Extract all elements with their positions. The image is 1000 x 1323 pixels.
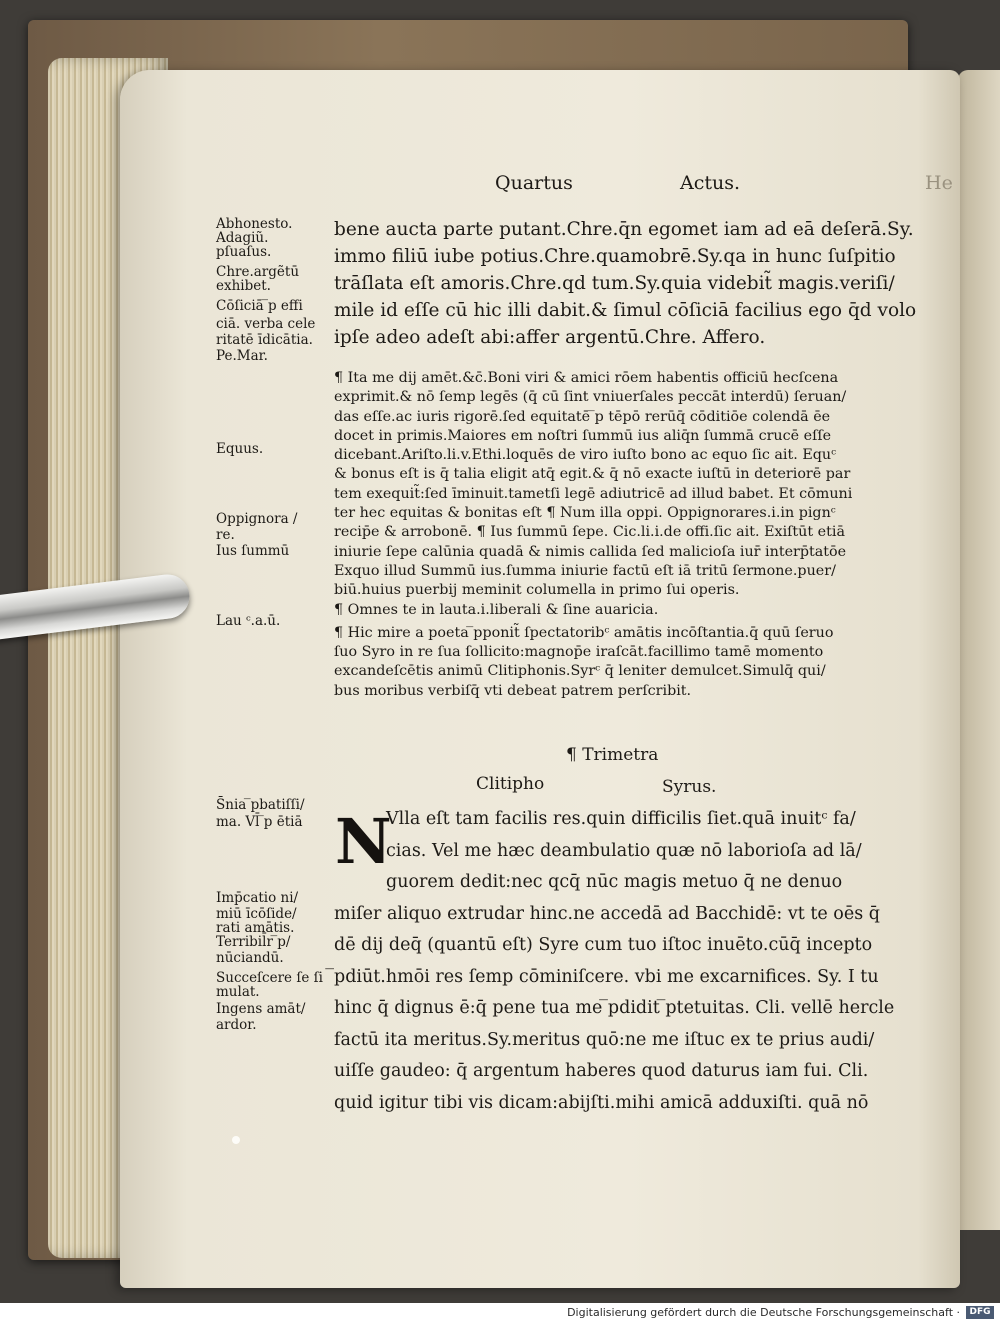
commentary-line: biū.huius puerbij meminit columella in primo ſui operis.	[334, 582, 740, 599]
gloss-line	[216, 829, 323, 843]
gloss-line: Ius ſummū	[216, 543, 290, 559]
gloss-line: ma. Vl̄ ̅p ētiā	[216, 814, 303, 830]
commentary-line: tem exequit̃:ſed īminuit.tametſi legē adiutricē ad illud babet. Et cōmuni	[334, 485, 853, 502]
gloss-line: Imp̄catio ni/	[216, 890, 299, 906]
gloss-line: Succeſcere ſe ſi	[216, 970, 323, 986]
gloss-block-upper	[216, 217, 315, 363]
commentary-line: dicebant.Ariſto.li.v.Ethi.loquēs de viro iuſto bono ac equo ſic ait. Equᶜ	[334, 447, 837, 464]
main-text-upper	[334, 216, 916, 351]
gloss-line	[216, 843, 323, 857]
main-line: immo filiū iube potius.Chre.quamobrē.Sy.qa in hunc ſuſpitio	[334, 246, 896, 267]
section-heading: ¶ Trimetra	[566, 745, 659, 765]
commentary-line: ſuo Syro in re ſua ſollicito:magnop̄e iraſcāt.facillimo tamē momento	[334, 644, 824, 661]
verse-line: uiſſe gaudeo: q̄ argentum haberes quod daturus iam fui. Cli.	[334, 1061, 869, 1081]
header-faint-word: He	[925, 172, 953, 194]
commentary-line: docet in primis.Maiores em noſtri ſummū ius aliq̄n ſummā crucē eſſe	[334, 427, 832, 444]
header-actus: Actus.	[680, 172, 741, 194]
gloss-line: ardor.	[216, 1017, 257, 1033]
main-line: bene aucta parte putant.Chre.q̄n egomet iam ad eā deſerā.Sy.	[334, 219, 914, 240]
commentary-line: & bonus eſt is q̄ talia eligit atq̄ egit.& q̄ nō exacte iuſtū in deteriorē par	[334, 466, 851, 483]
speaker-right: Syrus.	[662, 777, 717, 797]
gloss-lau: Lau ᶜ.a.ū.	[216, 613, 281, 629]
footer-bar	[0, 1303, 1000, 1323]
commentary-line: ¶ Hic mire a poeta ̅pponit̃ ſpectatoribᶜ amātis incōſtantia.q̄ quū ſeruo	[334, 624, 834, 641]
gloss-line: Abhonesto.	[216, 216, 293, 232]
gloss-block-mid	[216, 512, 297, 558]
verse-block	[334, 804, 894, 1119]
facing-page-edge	[958, 70, 1000, 1230]
gloss-line	[216, 857, 323, 871]
gloss-line: miū īcōſide/	[216, 906, 297, 922]
verse-line: dē dij deq̄ (quantū eſt) Syre cum tuo iſtoc inuēto.cūq̄ incepto	[334, 935, 873, 955]
gloss-line: ritatē īdicātia.	[216, 332, 313, 348]
verse-line: guorem dedit:nec qcq̄ nūc magis metuo q̄ ne denuo	[386, 872, 843, 892]
commentary-line: exprimit.& nō ſemp legēs (q̄ cū ſint vniuerſales peccāt interdū) ſeruan/	[334, 389, 847, 406]
verse-line: miſer aliquo extrudar hinc.ne accedā ad Bacchidē: vt te oēs q̄	[334, 903, 880, 924]
main-line: ipſe adeo adeſt abi:affer argentū.Chre. Affero.	[334, 327, 766, 348]
decorated-initial: N	[335, 805, 392, 878]
gloss-line: pſuaſus.	[216, 244, 272, 260]
main-line: trāſlata eſt amoris.Chre.qd tum.Sy.quia videbit̃ magis.veriſi/	[334, 273, 895, 294]
commentary-line: ter hec equitas & bonitas eſt ¶ Num illa oppi. Oppignorares.i.in pignᶜ	[334, 505, 836, 522]
verse-line: Vlla eſt tam facilis res.quin difficilis ſiet.quā inuitᶜ fa/	[386, 809, 856, 829]
dfg-logo: DFG	[966, 1306, 994, 1319]
gloss-line: Terribil̄r ̅p/	[216, 934, 291, 950]
gloss-line: nūciandū.	[216, 950, 284, 966]
gloss-line: ciā. verba cele	[216, 316, 316, 332]
commentary-line: recip̄e & arrobonē. ¶ Ius ſummū ſepe. Cic.li.i.de offi.ſic ait. Exiſtūt etiā	[334, 524, 845, 541]
gloss-line: Chre.argẽtū	[216, 264, 300, 280]
gloss-line: Cōſiciā ̅p effi	[216, 298, 303, 314]
gloss-line: rati amātis.	[216, 920, 295, 936]
commentary-line: excandeſcētis animū Clitiphonis.Syrᶜ q̄ leniter demulcet.Simulq̄ qui/	[334, 663, 826, 680]
gloss-line: Ingens amāt/	[216, 1001, 306, 1017]
footer-credit: Digitalisierung gefördert durch die Deutsche Forschungsgemeinschaft ·	[567, 1306, 960, 1319]
gloss-line: mulat.	[216, 984, 260, 1000]
commentary-line: das eſſe.ac iuris rigorē.ſed equitatē ̅p tēpō rerūq̄ cōditiōe colendā ēe	[334, 408, 831, 425]
commentary-line: iniurie ſepe calūnia quadā & nimis callida ſed malicioſa iur̄ interp̄tatōe	[334, 543, 847, 560]
verse-line: cias. Vel me hæc deambulatio quæ nō laborioſa ad lā/	[386, 840, 862, 861]
speaker-left: Clitipho	[476, 774, 545, 794]
verse-line: factū ita meritus.Sy.meritus quō:ne me iſtuc ex te prius audi/	[334, 1029, 875, 1050]
gloss-block-lower	[216, 798, 323, 1032]
verse-line: quid igitur tibi vis dicam:abijſti.mihi amicā adduxiſti. quā nō	[334, 1092, 869, 1113]
commentary-line: Exquo illud Summū ius.ſumma iniurie factū eſt iā tritū ſermone.puer/	[334, 562, 836, 579]
paper-hole	[232, 1136, 240, 1144]
gloss-equus: Equus.	[216, 441, 264, 457]
main-line: mile id eſſe cū hic illi dabit.& ſimul cōſiciā facilius ego q̄d volo	[334, 300, 917, 321]
verse-line: ̅pdiūt.hmōi res ſemp cōminiſcere. vbi me excarnifices. Sy. I tu	[334, 966, 879, 987]
commentary-line: ¶ Omnes te in lauta.i.liberali & ſine auaricia.	[334, 601, 659, 618]
commentary-block	[334, 369, 852, 701]
gloss-line: re.	[216, 527, 235, 543]
gloss-line: Oppignora /	[216, 511, 298, 527]
commentary-line: bus moribus verbiſq̄ vti debeat patrem perſcribit.	[334, 682, 692, 699]
gloss-line: Adagiũ.	[216, 230, 269, 246]
gloss-line: S̄nia ̅pbatiſſi/	[216, 797, 305, 813]
commentary-line: ¶ Ita me dij amēt.&c̄.Boni viri & amici rōem habentis officiū hecſcena	[334, 370, 839, 386]
gloss-line: exhibet.	[216, 278, 271, 294]
gloss-line: Pe.Mar.	[216, 348, 268, 364]
header-quartus: Quartus	[495, 172, 573, 194]
verse-line: hinc q̄ dignus ē:q̄ pene tua me ̅pdidit ̅ptetuitas. Cli. vellē hercle	[334, 998, 895, 1018]
